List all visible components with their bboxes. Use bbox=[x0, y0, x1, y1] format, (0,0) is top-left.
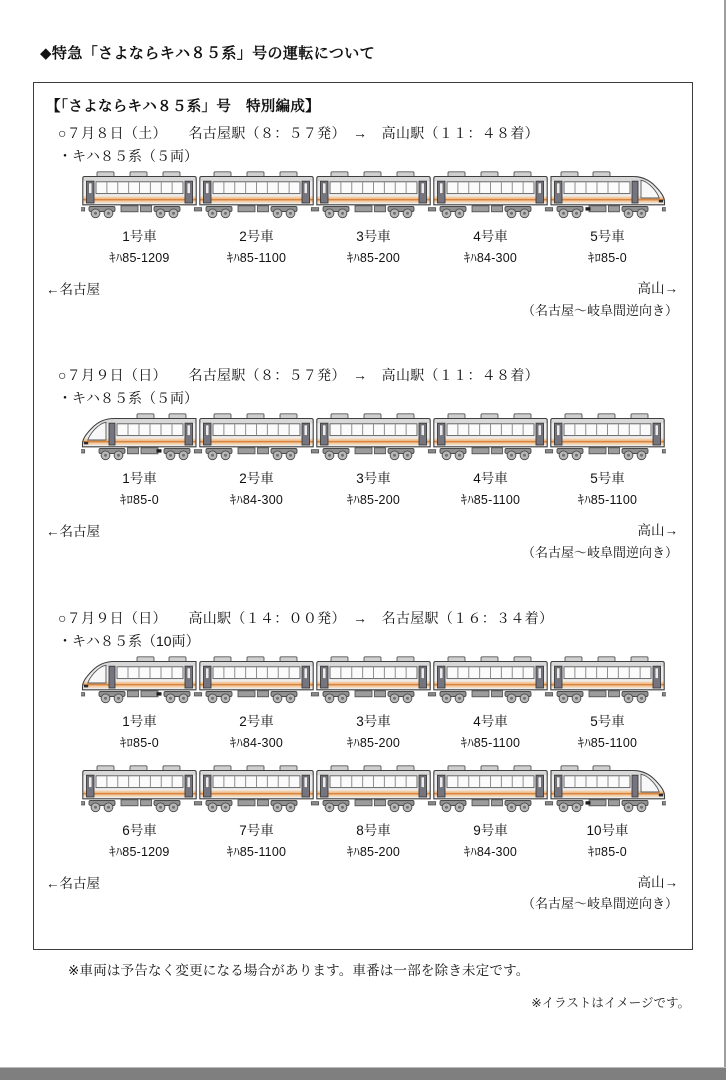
car-labels-row bbox=[81, 706, 678, 751]
direction-left-label: ←名古屋 bbox=[46, 875, 100, 891]
car-number-label: 2号車 bbox=[239, 471, 274, 487]
car-number-label: 2号車 bbox=[239, 713, 274, 729]
car-label bbox=[315, 221, 432, 266]
car-type-label: ｷﾛ85-0 bbox=[120, 493, 159, 508]
box-note: ※車両は予告なく変更になる場合があります。車番は一部を除き未定です。 bbox=[68, 963, 530, 979]
car-type-label: ｷﾊ85-1209 bbox=[109, 844, 170, 859]
car-type-label: ｷﾊ85-1100 bbox=[577, 735, 638, 750]
direction-right-label: 高山→ （名古屋～岐阜間逆向き） bbox=[521, 281, 678, 318]
illustration-note: ※イラストはイメージです。 bbox=[531, 996, 690, 1010]
car-number-label: 4号車 bbox=[473, 713, 508, 729]
car-type-label: ｷﾊ85-200 bbox=[346, 844, 401, 859]
train-car-illustration bbox=[198, 654, 315, 706]
car-type-label: ｷﾊ85-200 bbox=[346, 735, 401, 750]
car-label bbox=[198, 815, 315, 860]
car-number-label: 5号車 bbox=[590, 713, 625, 729]
direction-right-note: （名古屋～岐阜間逆向き） bbox=[521, 302, 678, 318]
car-number-label: 2号車 bbox=[239, 229, 274, 244]
car-number-label: 4号車 bbox=[473, 471, 508, 487]
schedule-line: ○７月９日（日） 高山駅（１４：００発） → 名古屋駅（１６：３４着） bbox=[58, 609, 554, 626]
car-number-label: 7号車 bbox=[239, 822, 274, 838]
train-car-illustration bbox=[432, 763, 549, 815]
train-car-illustration bbox=[549, 654, 666, 706]
car-type-label: ｷﾊ84-300 bbox=[229, 493, 284, 508]
car-label bbox=[81, 706, 198, 751]
train-car-illustration bbox=[432, 411, 549, 463]
car-type-label: ｷﾊ85-200 bbox=[346, 493, 401, 508]
formation-box bbox=[33, 82, 693, 979]
car-type-label: ｷﾛ85-0 bbox=[120, 735, 159, 750]
schedule-line: ○７月９日（日） 名古屋駅（８：５７発） → 高山駅（１１：４８着） bbox=[58, 367, 539, 384]
train-car-illustration bbox=[81, 763, 198, 815]
car-number-label: 1号車 bbox=[122, 229, 157, 244]
formation-section bbox=[46, 608, 678, 915]
car-number-label: 5号車 bbox=[590, 229, 625, 244]
car-label bbox=[315, 706, 432, 751]
car-type-label: ｷﾛ85-0 bbox=[588, 844, 627, 859]
car-label bbox=[432, 815, 549, 860]
car-type-label: ｷﾊ85-1100 bbox=[226, 251, 287, 265]
direction-right-note: （名古屋～岐阜間逆向き） bbox=[521, 896, 678, 912]
car-number-label: 9号車 bbox=[473, 822, 508, 838]
car-type-label: ｷﾊ85-1100 bbox=[577, 493, 638, 508]
train-car-illustration bbox=[81, 169, 198, 221]
car-label bbox=[549, 815, 666, 860]
car-label bbox=[549, 463, 666, 508]
car-number-label: 8号車 bbox=[356, 822, 391, 838]
car-type-label: ｷﾛ85-0 bbox=[588, 251, 627, 265]
car-type-label: ｷﾊ84-300 bbox=[463, 844, 518, 859]
car-label bbox=[81, 463, 198, 508]
car-number-label: 3号車 bbox=[356, 713, 391, 729]
car-label bbox=[432, 706, 549, 751]
direction-row bbox=[46, 278, 678, 321]
car-label bbox=[81, 815, 198, 860]
car-label bbox=[198, 706, 315, 751]
car-label bbox=[81, 221, 198, 266]
train-car-illustration bbox=[198, 763, 315, 815]
car-type-label: ｷﾊ85-200 bbox=[346, 251, 401, 265]
direction-right-label: 高山→ （名古屋～岐阜間逆向き） bbox=[521, 874, 678, 912]
car-label bbox=[549, 221, 666, 266]
car-number-label: 4号車 bbox=[473, 229, 508, 244]
car-type-label: ｷﾊ85-1100 bbox=[460, 735, 521, 750]
train-car-illustration bbox=[549, 763, 666, 815]
car-number-label: 10号車 bbox=[586, 822, 629, 838]
car-number-label: 1号車 bbox=[122, 471, 157, 487]
car-number-label: 3号車 bbox=[356, 229, 391, 244]
formation-section bbox=[46, 365, 678, 563]
train-car-illustration bbox=[315, 763, 432, 815]
train-row bbox=[81, 654, 678, 706]
train-car-illustration bbox=[315, 654, 432, 706]
train-car-illustration bbox=[81, 411, 198, 463]
car-number-label: 3号車 bbox=[356, 471, 391, 487]
train-row bbox=[81, 763, 678, 815]
car-number-label: 1号車 bbox=[122, 713, 157, 729]
train-car-illustration bbox=[432, 654, 549, 706]
consist-line: ・キハ８５系（10両） bbox=[58, 632, 200, 649]
car-label bbox=[315, 463, 432, 508]
car-label bbox=[198, 463, 315, 508]
train-car-illustration bbox=[81, 654, 198, 706]
car-labels-row bbox=[81, 463, 678, 508]
train-car-illustration bbox=[549, 169, 666, 221]
formation-section bbox=[46, 123, 678, 321]
car-label bbox=[549, 706, 666, 751]
car-label bbox=[315, 815, 432, 860]
car-labels-row bbox=[81, 221, 678, 266]
direction-right-label: 高山→ （名古屋～岐阜間逆向き） bbox=[521, 523, 678, 560]
box-heading: 【「さよならキハ８５系」号 特別編成】 bbox=[46, 99, 320, 115]
consist-line: ・キハ８５系（５両） bbox=[58, 148, 198, 164]
direction-left-label: ←名古屋 bbox=[46, 524, 100, 540]
train-car-illustration bbox=[315, 169, 432, 221]
page-title: ◆特急「さよならキハ８５系」号の運転について bbox=[40, 45, 376, 62]
train-car-illustration bbox=[315, 411, 432, 463]
car-label bbox=[432, 463, 549, 508]
car-type-label: ｷﾊ85-1100 bbox=[226, 844, 287, 859]
train-row bbox=[81, 169, 678, 221]
train-car-illustration bbox=[432, 169, 549, 221]
car-number-label: 6号車 bbox=[122, 822, 157, 838]
direction-left-label: ←名古屋 bbox=[46, 282, 100, 297]
consist-line: ・キハ８５系（５両） bbox=[58, 390, 198, 407]
car-type-label: ｷﾊ85-1100 bbox=[460, 493, 521, 508]
car-labels-row bbox=[81, 815, 678, 860]
train-car-illustration bbox=[549, 411, 666, 463]
car-label bbox=[432, 221, 549, 266]
viewer-bottom-bar bbox=[0, 1067, 726, 1080]
car-number-label: 5号車 bbox=[590, 471, 625, 487]
direction-right-note: （名古屋～岐阜間逆向き） bbox=[521, 544, 678, 560]
car-type-label: ｷﾊ84-300 bbox=[229, 735, 284, 750]
schedule-line: ○７月８日（土） 名古屋駅（８：５７発） → 高山駅（１１：４８着） bbox=[58, 125, 539, 141]
direction-row bbox=[46, 520, 678, 563]
train-row bbox=[81, 411, 678, 463]
train-car-illustration bbox=[198, 169, 315, 221]
car-type-label: ｷﾊ84-300 bbox=[463, 251, 518, 265]
formations-container bbox=[46, 123, 678, 915]
train-car-illustration bbox=[198, 411, 315, 463]
car-label bbox=[198, 221, 315, 266]
car-type-label: ｷﾊ85-1209 bbox=[109, 251, 170, 265]
direction-row bbox=[46, 872, 678, 915]
